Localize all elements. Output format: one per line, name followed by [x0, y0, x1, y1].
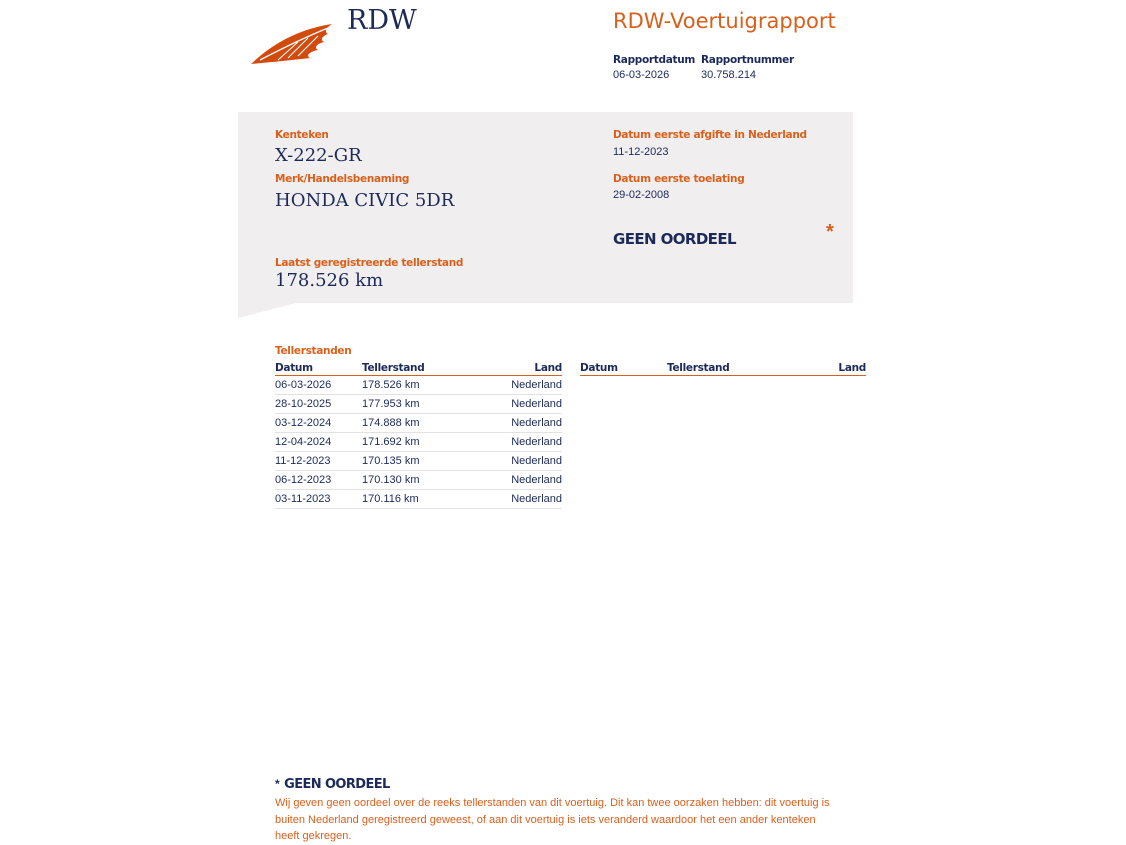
report-title: RDW-Voertuigrapport — [613, 9, 836, 33]
row-land: Nederland — [482, 452, 562, 471]
row-tellerstand: 170.116 km — [362, 490, 482, 509]
footnote-text: Wij geven geen oordeel over de reeks tellerstanden van dit voertuig. Dit kan twee oorzaken hebben: dit voertuig is buiten Nederland geregistreerd geweest, of aan dit voertuig is iets veranderd waardoor het een ander kenteken heeft gekregen. — [275, 797, 830, 842]
row-tellerstand: 177.953 km — [362, 395, 482, 414]
row-datum: 06-12-2023 — [275, 471, 362, 490]
toelating-value: 29-02-2008 — [613, 189, 670, 201]
row-tellerstand: 174.888 km — [362, 414, 482, 433]
footnote-asterisk: * — [275, 777, 280, 791]
column-header-tellerstand: Tellerstand — [667, 362, 807, 376]
column-header-datum: Datum — [275, 362, 362, 376]
table-row — [275, 414, 562, 433]
table-row — [275, 452, 562, 471]
table-header-row — [580, 362, 866, 376]
rapportnummer-label: Rapportnummer — [701, 54, 794, 66]
kenteken-value: X-222-GR — [275, 145, 362, 166]
row-datum: 11-12-2023 — [275, 452, 362, 471]
brand-name: RDW — [347, 5, 417, 36]
table-header-row — [275, 362, 562, 376]
oordeel-status: GEEN OORDEEL — [613, 230, 736, 248]
row-land: Nederland — [482, 471, 562, 490]
toelating-label: Datum eerste toelating — [613, 173, 745, 185]
row-datum: 03-11-2023 — [275, 490, 362, 509]
tellerstanden-table-second-column — [580, 362, 866, 376]
kenteken-label: Kenteken — [275, 129, 329, 141]
oordeel-asterisk: * — [826, 221, 834, 243]
column-header-land: Land — [482, 362, 562, 376]
row-datum: 12-04-2024 — [275, 433, 362, 452]
rapportnummer-value: 30.758.214 — [701, 69, 757, 81]
merk-value: HONDA CIVIC 5DR — [275, 190, 455, 211]
laatste-tellerstand-label: Laatst geregistreerde tellerstand — [275, 257, 464, 269]
table-row — [275, 433, 562, 452]
row-land: Nederland — [482, 395, 562, 414]
footnote-title: GEEN OORDEEL — [284, 777, 390, 792]
row-land: Nederland — [482, 414, 562, 433]
rdw-feather-logo-icon — [248, 18, 336, 68]
rapportdatum-label: Rapportdatum — [613, 54, 696, 66]
laatste-tellerstand-value: 178.526 km — [275, 270, 384, 291]
merk-label: Merk/Handelsbenaming — [275, 173, 410, 185]
afgifte-value: 11-12-2023 — [613, 146, 669, 158]
row-datum: 06-03-2026 — [275, 376, 362, 395]
rapportdatum-value: 06-03-2026 — [613, 69, 670, 81]
row-tellerstand: 171.692 km — [362, 433, 482, 452]
afgifte-label: Datum eerste afgifte in Nederland — [613, 129, 807, 141]
row-land: Nederland — [482, 433, 562, 452]
table-row — [275, 471, 562, 490]
footnote-heading — [275, 775, 390, 793]
row-tellerstand: 170.135 km — [362, 452, 482, 471]
row-land: Nederland — [482, 376, 562, 395]
column-header-tellerstand: Tellerstand — [362, 362, 482, 376]
row-datum: 03-12-2024 — [275, 414, 362, 433]
row-tellerstand: 170.130 km — [362, 471, 482, 490]
tellerstanden-title: Tellerstanden — [275, 345, 352, 357]
panel-notch — [238, 302, 300, 318]
column-header-datum: Datum — [580, 362, 667, 376]
column-header-land: Land — [807, 362, 866, 376]
row-datum: 28-10-2025 — [275, 395, 362, 414]
table-row — [275, 395, 562, 414]
row-tellerstand: 178.526 km — [362, 376, 482, 395]
table-row — [275, 490, 562, 509]
table-row — [275, 376, 562, 395]
tellerstanden-table — [275, 362, 562, 509]
row-land: Nederland — [482, 490, 562, 509]
